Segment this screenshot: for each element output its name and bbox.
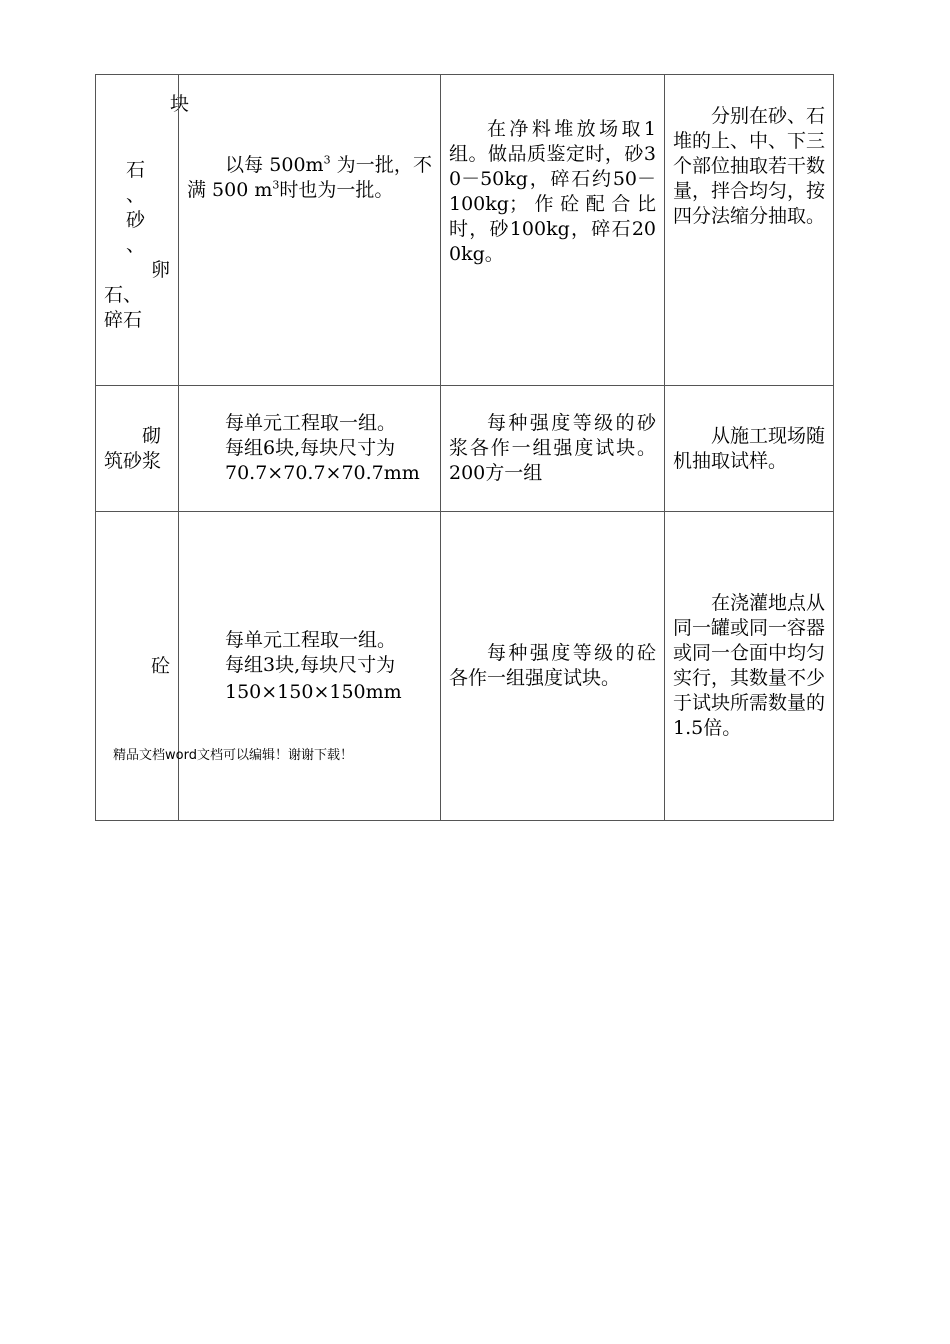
concrete-batch-line-1: 每组3块,每块尺寸为	[225, 653, 396, 676]
concrete-name-text: 砼	[150, 654, 170, 677]
name-line-3: 、	[126, 233, 146, 256]
mortar-quantity-text: 每种强度等级的砂浆各作一组强度试块。 200方一组	[449, 412, 656, 484]
cell-concrete-quantity	[441, 512, 665, 821]
cell-mortar-method	[665, 386, 834, 512]
concrete-batch-line-0: 每单元工程取一组。	[225, 628, 397, 651]
concrete-batch-line-2: 150×150×150mm	[225, 680, 402, 703]
cell-mortar-quantity	[441, 386, 665, 512]
table-row-aggregate	[96, 75, 834, 386]
cell-aggregate-quantity	[441, 75, 665, 386]
cell-aggregate-batch	[179, 75, 441, 386]
name-line-5: 石、	[104, 283, 143, 306]
page-footer: 精品文档word文档可以编辑！谢谢下载！	[113, 748, 353, 763]
mortar-batch-line-0: 每单元工程取一组。	[225, 412, 397, 434]
name-line-4: 卵	[150, 258, 170, 281]
name-line-6: 碎石	[104, 308, 143, 331]
table-row-concrete	[96, 512, 834, 821]
mortar-method-text: 从施工现场随机抽取试样。	[673, 424, 826, 472]
cell-mortar-batch	[179, 386, 441, 512]
cell-concrete-method	[665, 512, 834, 821]
concrete-quantity-text: 每种强度等级的砼各作一组强度试块。	[449, 642, 656, 689]
concrete-method-text: 在浇灌地点从同一罐或同一容器或同一仓面中均匀实行，其数量不少于试块所需数量的1.5倍。	[673, 592, 826, 739]
table-row-mortar	[96, 386, 834, 512]
mortar-batch-line-1: 每组6块,每块尺寸为	[225, 437, 396, 459]
table-fragment-text: 块	[170, 93, 190, 115]
name-line-2: 砂	[126, 208, 146, 231]
aggregate-method-text: 分别在砂、石堆的上、中、下三个部位抽取若干数量，拌合均匀，按四分法缩分抽取。	[673, 105, 826, 227]
sampling-spec-table	[95, 74, 834, 821]
mortar-name-text: 砌筑砂浆	[104, 424, 162, 472]
aggregate-quantity-text: 在净料堆放场取1组。做品质鉴定时，砂30－50kg，碎石约50－100kg；作砼配合比时，砂100kg，碎石200kg。	[449, 118, 656, 265]
cell-concrete-batch	[179, 512, 441, 821]
name-line-1: 、	[126, 183, 146, 206]
aggregate-batch-text: 以每 $500m^3$ 为一批，不满 500 $m^3$时也为一批。	[187, 153, 432, 201]
cell-concrete-name	[96, 512, 179, 821]
name-line-0: 石	[126, 158, 146, 181]
cell-aggregate-method	[665, 75, 834, 386]
cell-mortar-name	[96, 386, 179, 512]
cell-aggregate-name	[96, 75, 179, 386]
mortar-batch-line-2: 70.7×70.7×70.7mm	[225, 462, 420, 484]
aggregate-name	[104, 158, 170, 333]
